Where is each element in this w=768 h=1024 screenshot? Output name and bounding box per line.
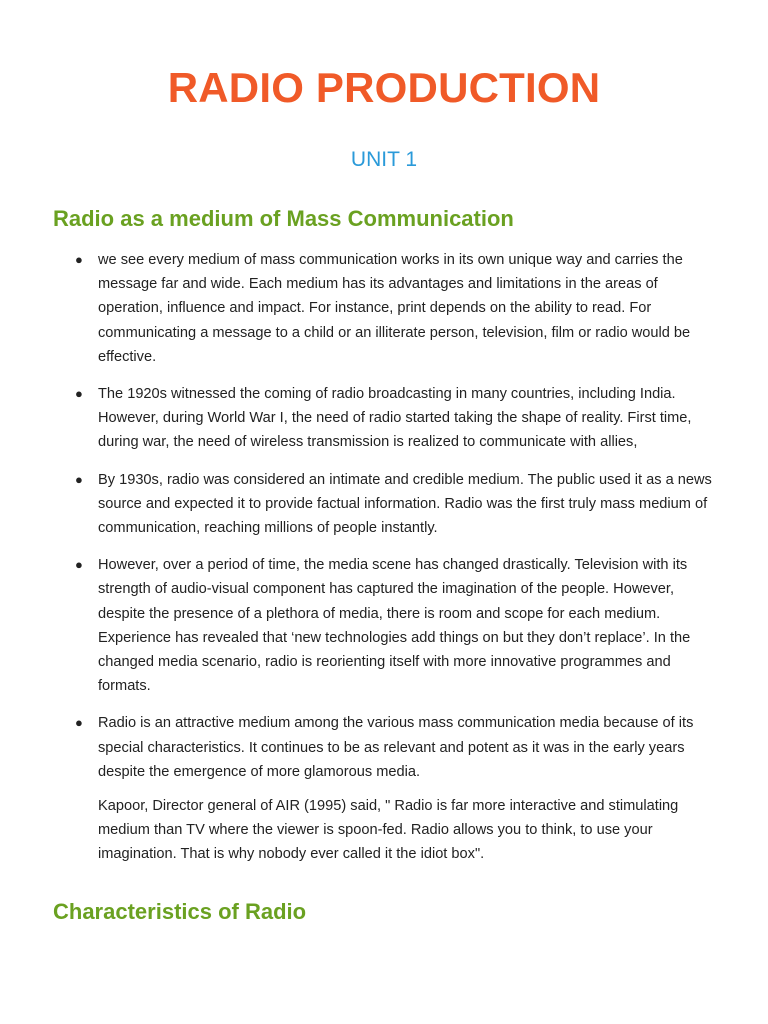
list-item-text: we see every medium of mass communication works in its own unique way and carries the message far and wide. Each medium has its advantages and limitations in the areas of operation, influence and impact. For instance, print depends on the ability to read. For communicating a message to a child or an illiterate person, television, film or radio would be effective. bbox=[98, 252, 691, 365]
list-item-text: By 1930s, radio was considered an intimate and credible medium. The public used it as a news source and expected it to provide factual information. Radio was the first truly mass medium of communication, reaching millions of people instantly. bbox=[98, 471, 712, 537]
list-item-text: However, over a period of time, the media scene has changed drastically. Television with its strength of audio-visual component has captured the imagination of the people. However, despite the presence of a plethora of media, there is room and scope for each medium. Experience has revealed that ‘new technologies add things on but they don’t replace’. In the changed media scenario, radio is reorienting itself with more innovative programmes and formats. bbox=[98, 557, 691, 695]
section-heading-characteristics: Characteristics of Radio bbox=[53, 899, 307, 924]
list-item bbox=[53, 553, 723, 698]
list-item-text: Radio is an attractive medium among the various mass communication media because of its special characteristics. It continues to be as relevant and potent as it was in the early years despite the emergence of more glamorous media. bbox=[98, 715, 694, 780]
bullet-icon: ● bbox=[75, 386, 83, 402]
bullet-icon: ● bbox=[75, 557, 83, 573]
list-item bbox=[53, 248, 723, 369]
list-item-text: The 1920s witnessed the coming of radio broadcasting in many countries, including India. However, during World War I, the need of radio started taking the shape of reality. First time, during war, the need of wireless transmission is realized to communicate with allies, bbox=[98, 386, 692, 451]
list-item bbox=[53, 711, 723, 784]
bullet-list bbox=[53, 248, 723, 797]
bullet-icon: ● bbox=[75, 252, 83, 267]
page-title: RADIO PRODUCTION bbox=[167, 64, 601, 111]
list-item bbox=[53, 468, 723, 541]
unit-label: UNIT 1 bbox=[350, 148, 418, 171]
section-heading-mass-communication: Radio as a medium of Mass Communication bbox=[53, 206, 514, 231]
bullet-icon: ● bbox=[75, 715, 83, 731]
bullet-icon: ● bbox=[75, 471, 83, 487]
list-item bbox=[53, 382, 723, 455]
kapoor-quote-paragraph: Kapoor, Director general of AIR (1995) said, " Radio is far more interactive and stimulating medium than TV where the viewer is spoon-fed. Radio allows you to think, to use your imagination. That is why nobody ever called it the idiot box". bbox=[98, 798, 679, 863]
